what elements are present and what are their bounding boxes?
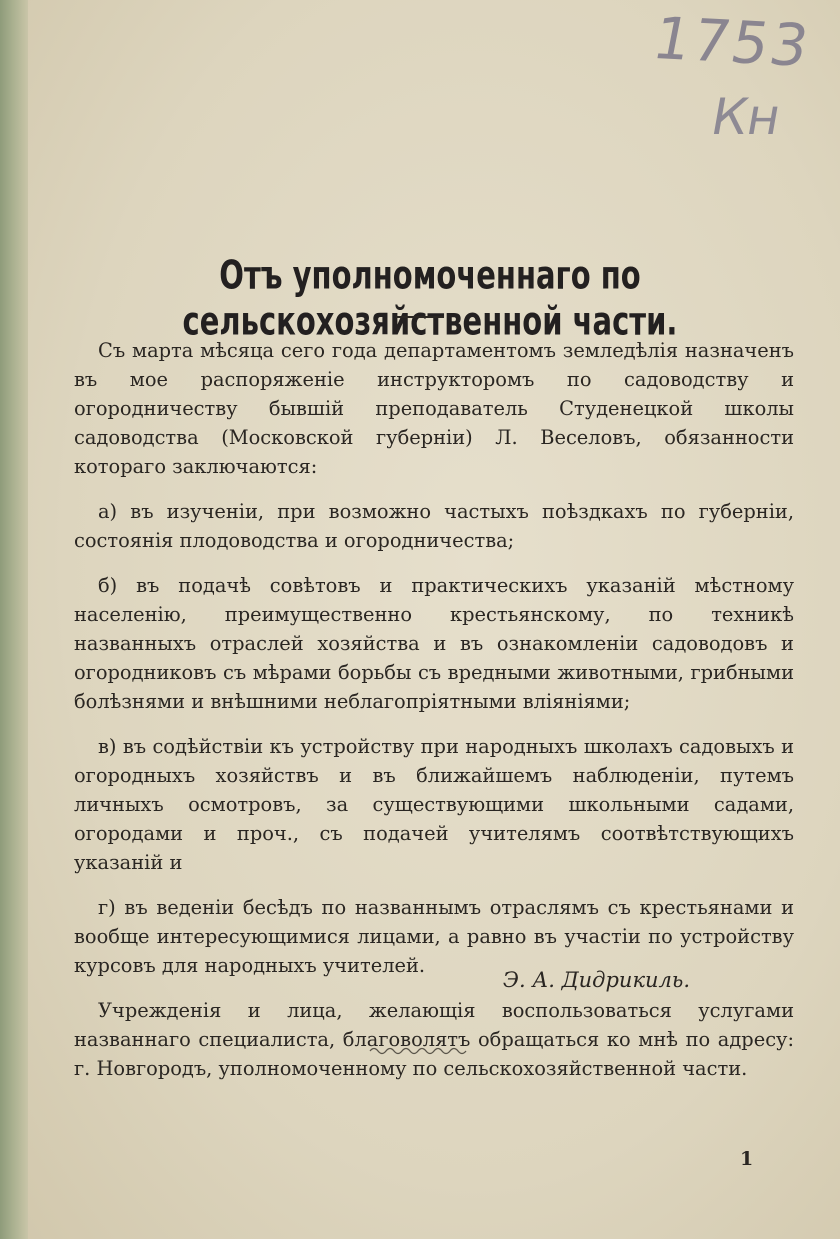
- paragraph-b: б) въ подачѣ совѣтовъ и практическихъ указаній мѣстному населенію, преимущественно крестьянскому, по техникѣ названныхъ отраслей хозяйства и въ ознакомленіи садоводовъ и огородниковъ съ мѣрами борьбы съ вредными животными, грибными болѣзнями и внѣшними неблагопріятными вліяніями;: [74, 574, 794, 713]
- ornament-flourish: [368, 1044, 468, 1058]
- paragraph-g: г) въ веденіи бесѣдъ по названнымъ отраслямъ съ крестьянами и вообще интересующимися лицами, а равно въ участіи по устройству курсовъ для народныхъ учителей.: [74, 896, 794, 977]
- title-divider: [396, 316, 444, 318]
- archive-number: 1753: [647, 4, 817, 80]
- paragraph-a: а) въ изученіи, при возможно частыхъ поѣздкахъ по губерніи, состоянія плодоводства и огородничества;: [74, 500, 794, 552]
- archive-mark: Кн: [706, 88, 786, 146]
- page-number: 1: [740, 1148, 754, 1170]
- signature: Э. А. Дидрикиль.: [502, 968, 690, 992]
- paragraph-v: в) въ содѣйствіи къ устройству при народныхъ школахъ садовыхъ и огородныхъ хозяйствъ и въ ближайшемъ наблюденіи, путемъ личныхъ осмотровъ, за существующими школьными садами, огородами и проч., съ подачей учителямъ соотвѣтствующихъ указаній и: [74, 735, 794, 874]
- binding-edge: [0, 0, 28, 1239]
- paragraph-closing: Учрежденія и лица, желающія воспользоваться услугами названнаго специалиста, благоволятъ обращаться ко мнѣ по адресу: г. Новгородъ, уполномоченному по сельскохозяйственной части.: [74, 999, 794, 1080]
- page-title: Отъ уполномоченнаго по сельскохозяйственной части.: [182, 252, 678, 344]
- paragraph-intro: Съ марта мѣсяца сего года департаментомъ земледѣлія назначенъ въ мое распоряженіе инструкторомъ по садоводству и огородничеству бывшій преподаватель Студенецкой школы садоводства (Московской губерніи) Л. Веселовъ, обязанности котораго заключаются:: [74, 339, 794, 478]
